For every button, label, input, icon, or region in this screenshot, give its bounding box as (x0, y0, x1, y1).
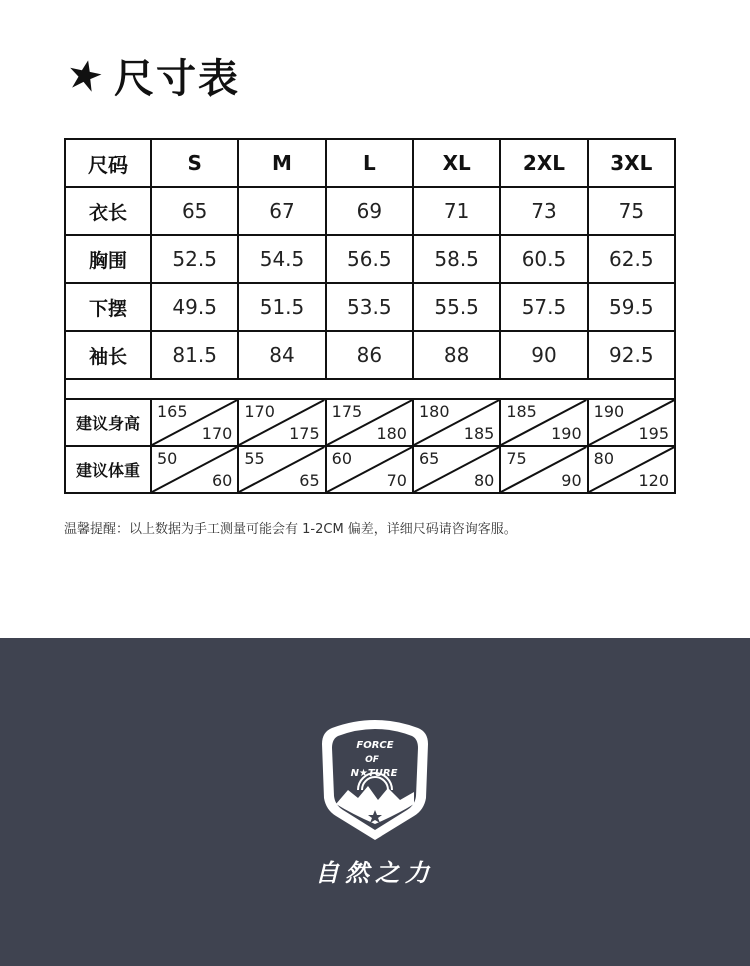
size-header-cell: 3XL (588, 139, 675, 187)
row-label: 袖长 (65, 331, 151, 379)
weight-row (65, 446, 675, 493)
range-cell (326, 399, 413, 446)
range-min: 80 (593, 449, 614, 468)
range-max: 80 (473, 471, 495, 490)
size-header-row (65, 139, 675, 187)
table-row (65, 283, 675, 331)
row-label: 下摆 (65, 283, 151, 331)
measurement-tip: 温馨提醒：以上数据为手工测量可能会有 1-2CM 偏差，详细尺码请咨询客服。 (64, 522, 517, 537)
range-max: 65 (299, 471, 320, 490)
table-cell: 71 (413, 187, 500, 235)
footer-banner (0, 638, 750, 966)
range-max: 170 (201, 424, 233, 443)
table-row (65, 187, 675, 235)
spacer-row (65, 379, 675, 399)
table-row (65, 235, 675, 283)
range-max: 175 (289, 424, 320, 443)
page-title-block (68, 50, 240, 100)
table-cell: 81.5 (151, 331, 238, 379)
table-cell: 56.5 (326, 235, 413, 283)
range-cell (151, 446, 238, 493)
range-min: 50 (157, 449, 178, 468)
brand-name: 自然之力 (315, 858, 435, 887)
table-cell: 69 (326, 187, 413, 235)
range-cell (588, 399, 675, 446)
range-max: 60 (211, 471, 233, 490)
svg-text:OF: OF (365, 755, 379, 765)
table-cell: 73 (500, 187, 587, 235)
range-min: 185 (506, 402, 537, 421)
size-header-label: 尺码 (65, 139, 151, 187)
range-cell (413, 399, 500, 446)
range-max: 70 (386, 471, 407, 490)
row-label: 建议身高 (65, 399, 151, 446)
range-min: 165 (157, 402, 188, 421)
svg-text:FORCE: FORCE (356, 740, 394, 751)
size-header-cell: L (326, 139, 413, 187)
range-max: 180 (376, 424, 407, 443)
table-cell: 51.5 (238, 283, 325, 331)
row-label: 胸围 (65, 235, 151, 283)
table-cell: 52.5 (151, 235, 238, 283)
table-cell: 54.5 (238, 235, 325, 283)
table-cell: 55.5 (413, 283, 500, 331)
range-cell (238, 446, 325, 493)
table-cell: 86 (326, 331, 413, 379)
range-min: 190 (593, 402, 625, 421)
range-cell (151, 399, 238, 446)
range-cell (500, 446, 587, 493)
range-cell (413, 446, 500, 493)
svg-text:N★TURE: N★TURE (350, 768, 398, 779)
range-max: 185 (463, 424, 495, 443)
range-min: 180 (418, 402, 450, 421)
range-cell (326, 446, 413, 493)
size-header-cell: M (238, 139, 325, 187)
table-cell: 60.5 (500, 235, 587, 283)
table-cell: 62.5 (588, 235, 675, 283)
page-title: 尺寸表 (114, 55, 240, 102)
table-row (65, 331, 675, 379)
table-cell: 53.5 (326, 283, 413, 331)
size-header-cell: 2XL (500, 139, 587, 187)
table-cell: 58.5 (413, 235, 500, 283)
brand-logo (318, 718, 432, 842)
star-icon (68, 58, 102, 92)
height-row (65, 399, 675, 446)
table-cell: 59.5 (588, 283, 675, 331)
range-max: 195 (638, 424, 669, 443)
range-cell (588, 446, 675, 493)
table-cell: 90 (500, 331, 587, 379)
table-cell: 88 (413, 331, 500, 379)
range-min: 75 (506, 449, 527, 468)
table-cell: 92.5 (588, 331, 675, 379)
spacer-cell (65, 379, 675, 399)
table-cell: 75 (588, 187, 675, 235)
row-label: 建议体重 (65, 446, 151, 493)
range-min: 170 (244, 402, 275, 421)
range-max: 120 (638, 471, 669, 490)
range-max: 90 (561, 471, 582, 490)
size-table (64, 138, 676, 494)
size-header-cell: S (151, 139, 238, 187)
row-label: 衣长 (65, 187, 151, 235)
range-min: 65 (418, 449, 440, 468)
range-cell (500, 399, 587, 446)
table-cell: 67 (238, 187, 325, 235)
table-cell: 57.5 (500, 283, 587, 331)
range-max: 190 (551, 424, 582, 443)
table-cell: 65 (151, 187, 238, 235)
range-min: 175 (331, 402, 363, 421)
range-cell (238, 399, 325, 446)
size-header-cell: XL (413, 139, 500, 187)
table-cell: 84 (238, 331, 325, 379)
range-min: 60 (331, 449, 353, 468)
table-cell: 49.5 (151, 283, 238, 331)
range-min: 55 (244, 449, 265, 468)
